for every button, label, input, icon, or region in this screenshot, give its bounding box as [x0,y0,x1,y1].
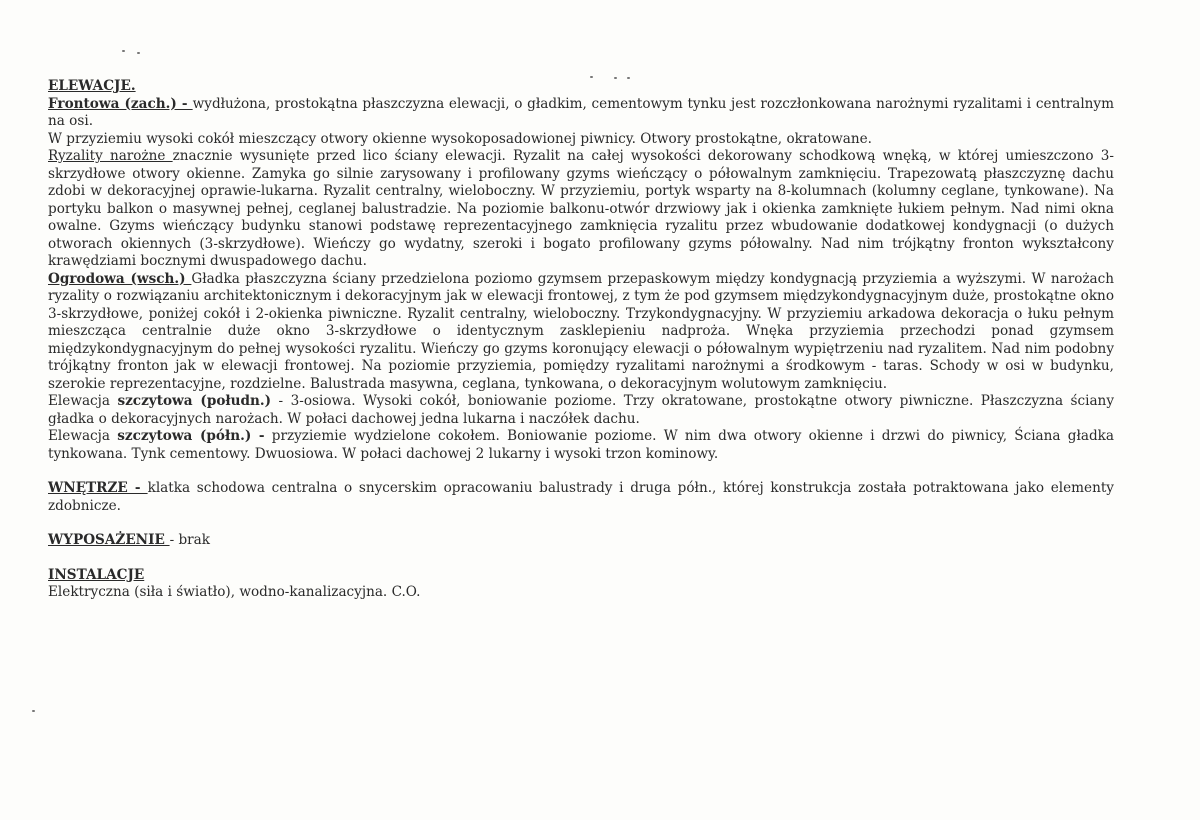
prefix-szczytowa-pol: Elewacja [48,393,118,409]
section-heading-instalacje: INSTALACJE [48,566,145,583]
paragraph-wnetrze [48,480,1114,515]
text-wnetrze: klatka schodowa centralna o snycerskim opracowaniu balustrady i druga półn., której konstrukcja została potraktowana jako elementy zdobnicze. [48,480,1114,514]
label-frontowa: Frontowa (zach.) - [48,95,193,112]
text-szczytowa-poln: przyziemie wydzielone cokołem. Boniowanie poziome. W nim dwa otwory okienne i drzwi do piwnicy, Ściana gładka tynkowana. Tynk cementowy. Dwuosiowa. W połaci dachowej 2 lukarny i wysoki trzon kominowy. [48,428,1114,462]
spacer [48,463,1114,480]
paragraph-przyziemie: W przyziemiu wysoki cokół mieszczący otwory okienne wysokoposadowionej piwnicy. Otwory prostokątne, okratowane. [48,130,872,147]
text-szczytowa-pol: - 3-osiowa. Wysoki cokół, boniowanie poziome. Trzy okratowane, prostokątne otwory piwniczne. Płaszczyzna ściany gładka o dekoracyjnych narożach. W połaci dachowej jedna lukarna i naczółek dachu. [48,393,1114,427]
label-ogrodowa: Ogrodowa (wsch.) [48,270,192,287]
paragraph-instalacje: Elektryczna (siła i światło), wodno-kanalizacyjna. C.O. [48,584,421,600]
label-szczytowa-pol: szczytowa (połudn.) [117,393,272,409]
label-wnetrze: WNĘTRZE - [48,480,148,496]
label-szczytowa-poln: szczytowa (półn.) - [117,428,265,444]
paragraph-ryzality [48,148,1114,271]
prefix-szczytowa-poln: Elewacja [48,428,118,444]
text-ogrodowa: Gładka płaszczyzna ściany przedzielona poziomo gzymsem przepaskowym między kondygnacją przyziemia a wyższymi. W narożach ryzality o rozwiązaniu architektonicznym i dekoracyjnym jak w elewacji frontowej, z tym że pod gzymsem międzykondygnacyjnym duże, prostokątne okno 3-skrzydłowe, poniżej cokół i 2-okienka piwniczne. Ryzalit centralny, wieloboczny. Trzykondygnacyjny. W przyziemiu arkadowa dekoracja o łuku pełnym mieszcząca centralnie duże okno 3-skrzydłowe o identycznym zasklepieniu nadproża. Wnęka przyziemia przechodzi ponad gzymsem międzykondygnacyjnym do pełnej wysokości ryzalitu. Wieńczy go gzyms koronujący elewacji o półowalnym wypiętrzeniu nad ryzalitem. Nad nim podobny trójkątny fronton jak w elewacji frontowej. Na poziomie przyziemia, pomiędzy ryzalitami narożnymi a środkowym - taras. Schody w osi w budynku, szerokie reprezentacyjne, rozdzielne. Balustrada masywna, ceglana, tynkowana, o dekoracyjnym wolutowym zamknięciu. [48,270,1115,392]
paragraph-frontowa [48,96,1114,131]
paragraph-szczytowa-polnocna [48,428,1114,463]
label-ryzality: Ryzality narożne [48,148,173,164]
scan-artifact [137,52,140,54]
spacer [48,515,1114,532]
scan-artifact [122,50,125,52]
scan-artifact [32,710,35,712]
label-wyposazenie: WYPOSAŻENIE [48,532,170,548]
text-ryzality: znacznie wysunięte przed lico ściany elewacji. Ryzalit na całej wysokości dekorowany schodkową wnęką, w której umieszczono 3-skrzydłowe otwory okienne. Zamyka go silnie zarysowany i profilowany gzyms wieńczący o półowalnym zamknięciu. Trapezowatą płaszczyznę dachu zdobi w dekoracyjnej oprawie-lukarna. Ryzalit centralny, wieloboczny. W przyziemiu, portyk wsparty na 8-kolumnach (kolumny ceglane, tynkowane). Na portyku balkon o masywnej pełnej, ceglanej balustradzie. Na poziomie balkonu-otwór drzwiowy jak i okienka zamknięte łukiem pełnym. Nad nimi okna owalne. Gzyms wieńczący budynku stanowi podstawę reprezentacyjnego zamknięcia ryzalitu przez wbudowanie dodatkowej kondygnacji (o dużych otworach okiennych (3-skrzydłowe). Wieńczy go wydatny, szeroki i bogato profilowany gzyms półowalny. Nad nim trójkątny fronton wykształcony krawędziami bocznymi dwuspadowego dachu. [48,148,1114,269]
text-frontowa: wydłużona, prostokątna płaszczyzna elewacji, o gładkim, cementowym tynku jest rozczłonkowana narożnymi ryzalitami i centralnym na osi. [48,95,1114,129]
spacer [48,550,1114,567]
paragraph-wyposazenie [48,532,1114,550]
paragraph-ogrodowa [48,271,1114,394]
paragraph-szczytowa-poludniowa [48,393,1114,428]
text-wyposazenie: - brak [169,532,211,548]
section-heading-elewacje: ELEWACJE. [48,78,136,94]
document-page [48,78,1114,602]
